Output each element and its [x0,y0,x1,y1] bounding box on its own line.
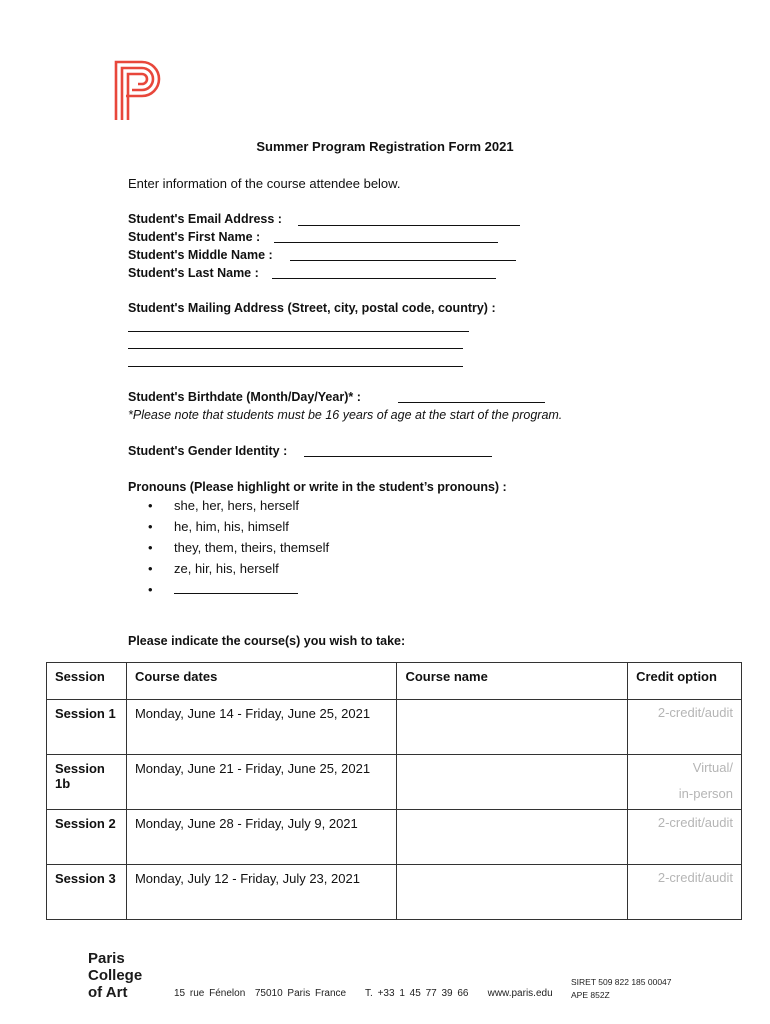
gender-label: Student's Gender Identity : [128,444,288,458]
bullet-icon: • [148,582,153,597]
table-row [47,755,742,810]
pronoun-custom-option[interactable] [148,579,329,600]
footer-name-line: Paris [88,950,125,967]
credit-option-line: in-person [678,786,733,801]
footer-college-name [88,950,142,1001]
session-cell: Session 1 [47,700,127,755]
first-name-field[interactable] [274,242,498,243]
course-name-cell[interactable] [397,700,628,755]
birthdate-field[interactable] [398,402,545,403]
pronouns-label: Pronouns (Please highlight or write in the student’s pronouns) : [128,480,507,494]
credit-option-cell[interactable]: 2-credit/audit [628,810,742,865]
college-logo-icon [112,58,168,122]
footer-registration [571,976,672,1002]
birthdate-note: *Please note that students must be 16 years of age at the start of the program. [128,408,563,422]
last-name-label: Student's Last Name : [128,266,259,280]
dates-cell: Monday, July 12 - Friday, July 23, 2021 [126,865,397,920]
footer-name-line: College [88,967,143,984]
birthdate-label: Student's Birthdate (Month/Day/Year)* : [128,390,361,404]
session-cell: Session 2 [47,810,127,865]
pronoun-option[interactable] [148,537,329,558]
footer-name-line: of Art [88,984,128,1001]
form-title: Summer Program Registration Form 2021 [256,139,514,154]
courses-table [46,662,742,920]
bullet-icon: • [148,519,153,534]
column-header: Course name [397,663,628,700]
intro-text: Enter information of the course attendee below. [128,176,401,191]
session-cell: Session 3 [47,865,127,920]
dates-cell: Monday, June 21 - Friday, June 25, 2021 [126,755,397,810]
bullet-icon: • [148,561,153,576]
pronouns-list [148,495,329,600]
ape-code: APE 852Z [571,990,610,1000]
gender-field[interactable] [304,456,492,457]
first-name-label: Student's First Name : [128,230,261,244]
pronoun-option-label: they, them, theirs, themself [174,540,330,555]
bullet-icon: • [148,540,153,555]
course-name-cell[interactable] [397,865,628,920]
credit-option-cell[interactable]: 2-credit/audit [628,865,742,920]
pronoun-option-label: he, him, his, himself [174,519,289,534]
pronoun-option[interactable] [148,558,329,579]
dates-cell: Monday, June 28 - Friday, July 9, 2021 [126,810,397,865]
table-row [47,700,742,755]
email-field[interactable] [298,225,520,226]
session-cell: Session 1b [47,755,127,810]
credit-option-line: Virtual/ [692,760,733,775]
column-header: Session [47,663,127,700]
mailing-address-line-3[interactable] [128,366,463,367]
pronoun-custom-field[interactable] [174,581,298,594]
dates-cell: Monday, June 14 - Friday, June 25, 2021 [126,700,397,755]
course-name-cell[interactable] [397,810,628,865]
column-header: Credit option [628,663,742,700]
column-header: Course dates [126,663,397,700]
mailing-address-line-2[interactable] [128,348,463,349]
mailing-address-line-1[interactable] [128,331,469,332]
table-row [47,810,742,865]
mailing-address-label: Student's Mailing Address (Street, city, postal code, country) : [128,301,496,315]
footer-address: 15 rue Fénelon 75010 Paris France T. +33 1 45 77 39 66 www.paris.edu [174,988,553,999]
table-row [47,865,742,920]
table-header-row [47,663,742,700]
siret-number: SIRET 509 822 185 00047 [571,977,672,987]
bullet-icon: • [148,498,153,513]
pronoun-option-label: ze, hir, his, herself [174,561,279,576]
email-label: Student's Email Address : [128,212,282,226]
credit-option-cell[interactable]: 2-credit/audit [628,700,742,755]
middle-name-field[interactable] [290,260,516,261]
course-name-cell[interactable] [397,755,628,810]
pronoun-option[interactable] [148,516,329,537]
courses-label: Please indicate the course(s) you wish to take: [128,634,406,648]
pronoun-option-label: she, her, hers, herself [174,498,300,513]
middle-name-label: Student's Middle Name : [128,248,273,262]
last-name-field[interactable] [272,278,496,279]
credit-option-cell[interactable] [628,755,742,810]
pronoun-option[interactable] [148,495,329,516]
